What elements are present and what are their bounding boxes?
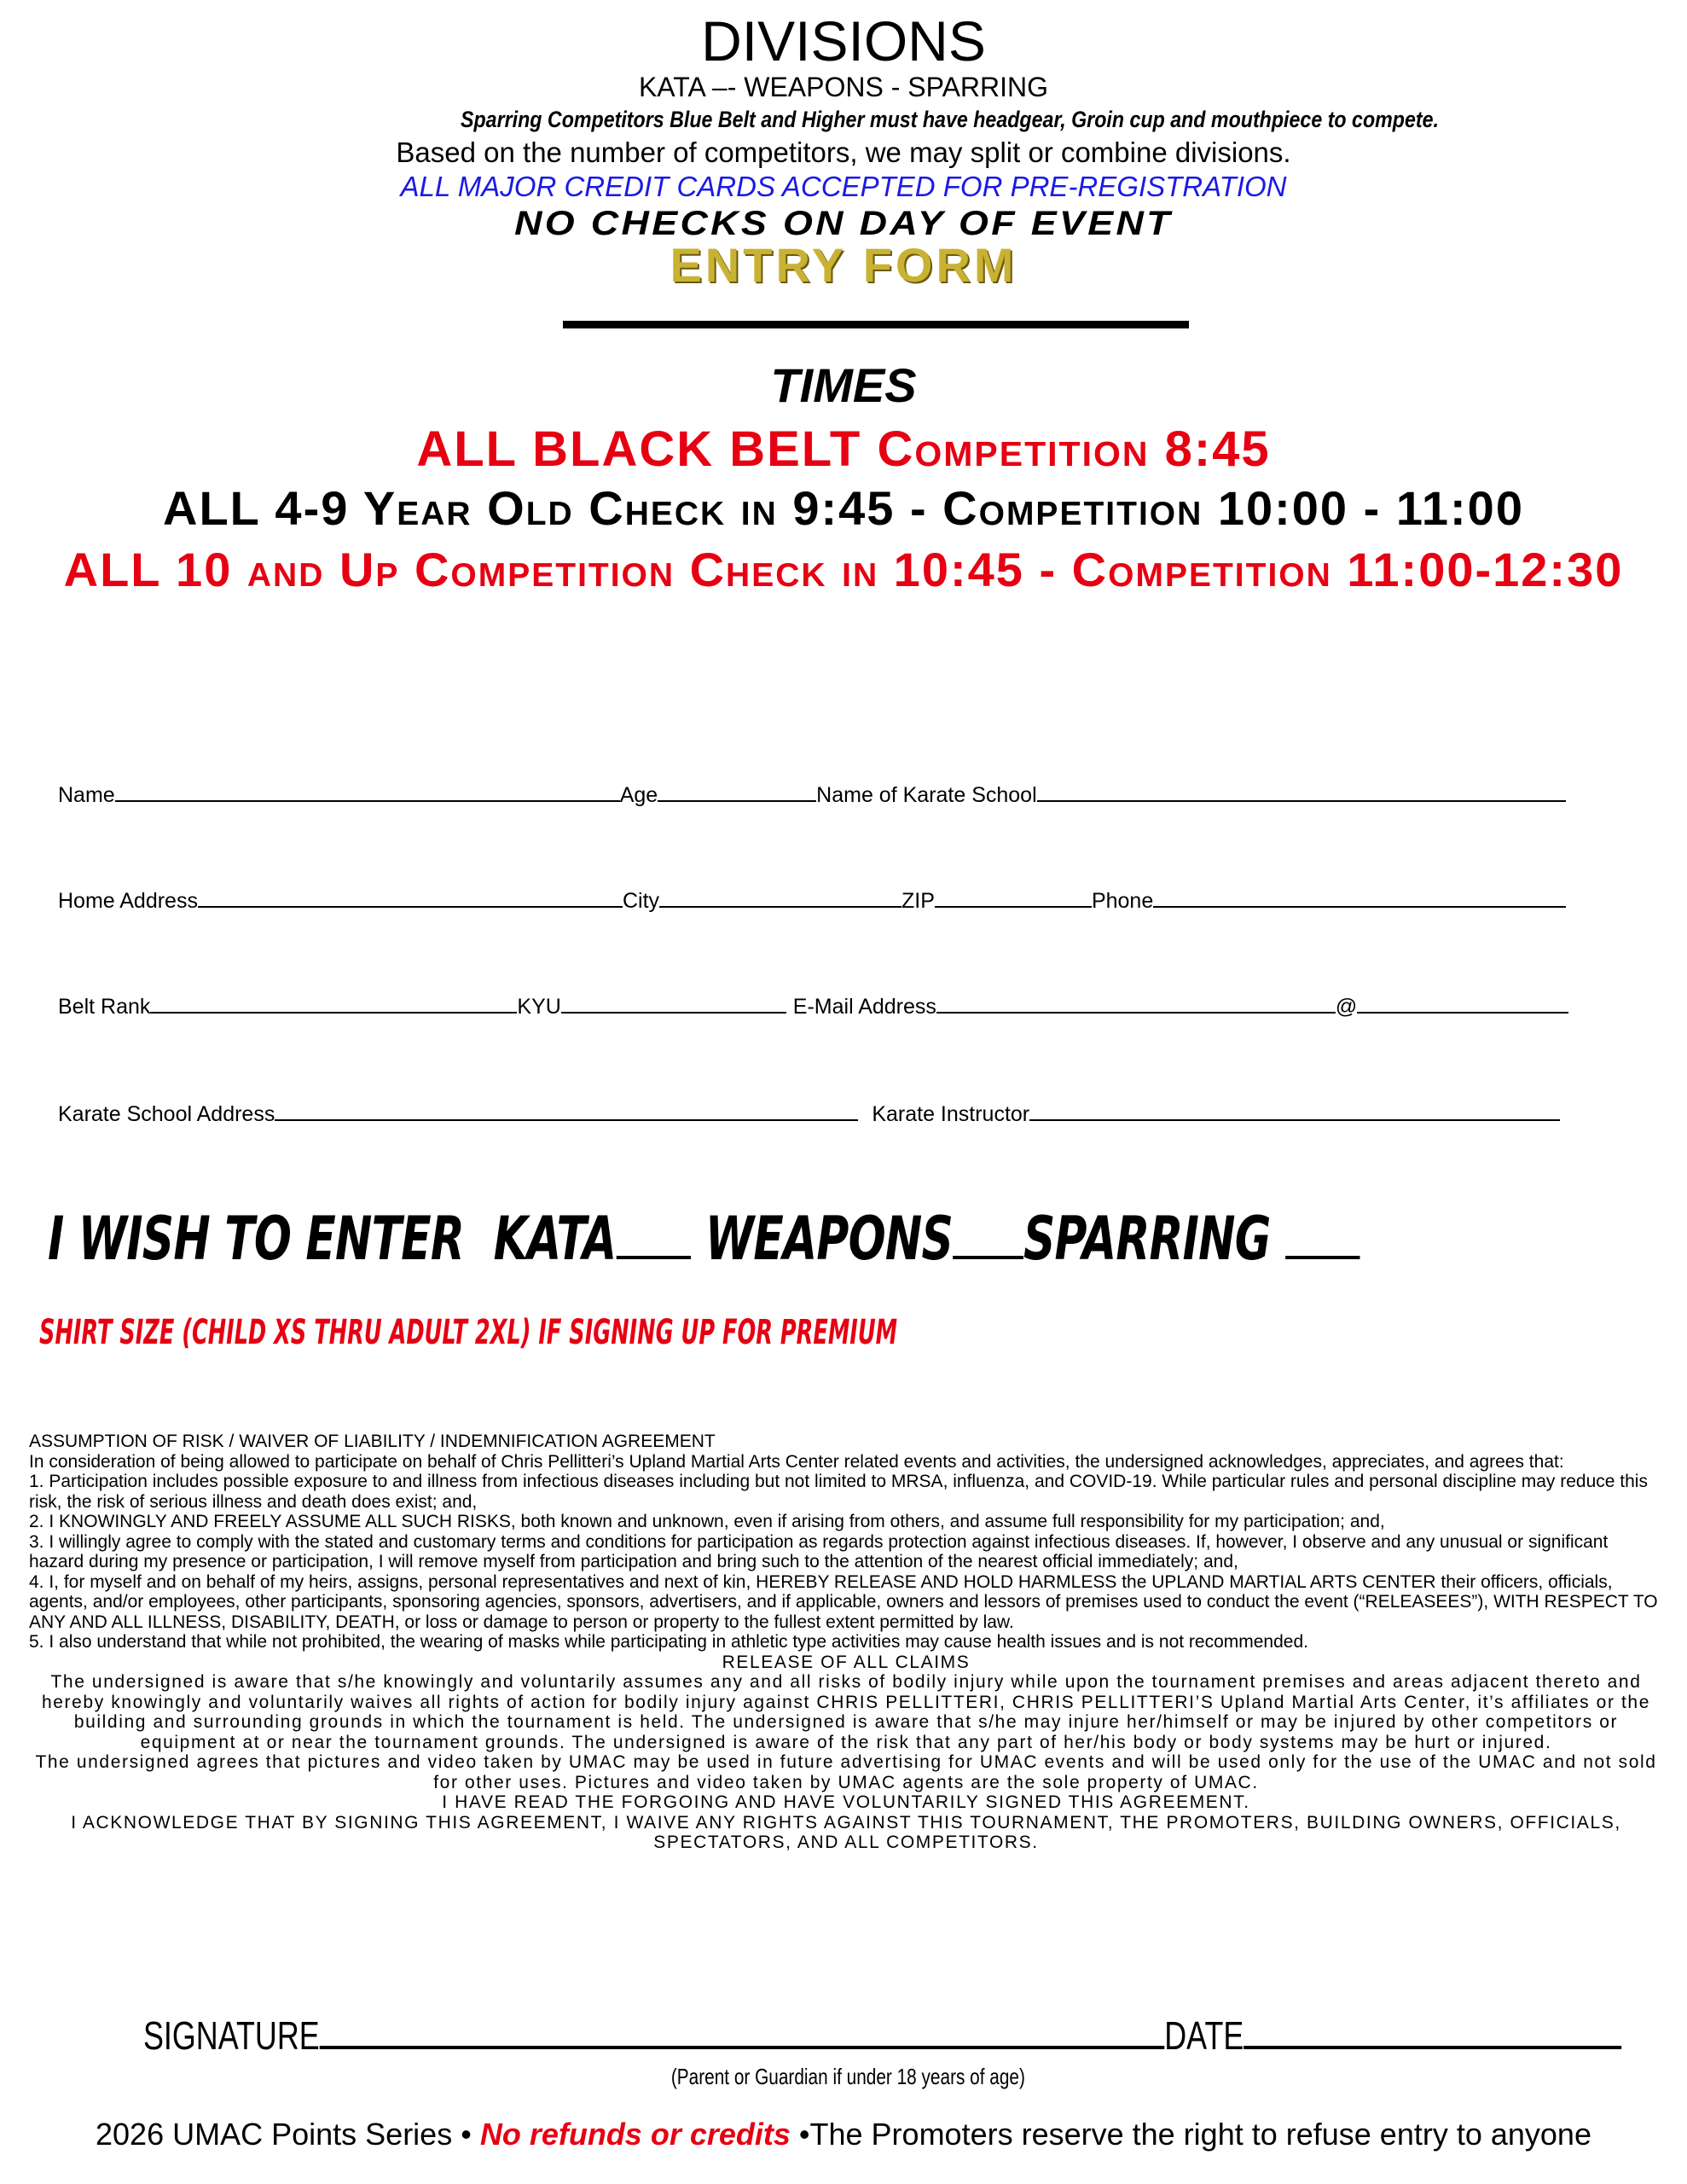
release-body: The undersigned is aware that s/he knowingly and voluntarily assumes any and all risks of bodily injury while upon the tournament premises and areas adjacent thereto and hereby knowingly and voluntarily waives all rights of action for bodily injury against CHRIS PELLITTERI, CHRIS PELLITTERI’S Upland Martial Arts Center, it’s affiliates or the building and surrounding grounds in which the tournament is held. The undersigned is aware that s/he may injure her/himself or may be injured by other competitors or equipment at or near the tournament grounds. The undersigned is aware of the risk that any part of her/his body or body systems may be hurt or injured. xyxy=(42,1672,1650,1752)
form-row-name xyxy=(58,778,1566,812)
footer-series: 2026 UMAC Points Series • xyxy=(96,2117,472,2152)
page-title: DIVISIONS xyxy=(701,9,986,73)
ages-4-9-time: ALL 4-9 Year Old Check in 9:45 - Competition 10:00 - 11:00 xyxy=(163,481,1524,535)
waiver-item: 1. Participation includes possible exposure to and illness from infectious diseases including but not limited to MRSA, influenza, and COVID-19. While particular rules and personal discipline may reduce this risk, the risk of serious illness and death does exist; and, xyxy=(29,1472,1648,1512)
guardian-note: (Parent or Guardian if under 18 years of age) xyxy=(670,2064,1025,2089)
home-address-field[interactable] xyxy=(198,884,623,908)
shirt-size-note: SHIRT SIZE (CHILD XS THRU ADULT 2XL) IF SIGNING UP FOR PREMIUM xyxy=(39,1313,898,1352)
footer-reserve: •The Promoters reserve the right to refuse entry to anyone xyxy=(798,2117,1591,2152)
weapons-checkbox[interactable] xyxy=(953,1206,1023,1259)
waiver-item: 4. I, for myself and on behalf of my heirs, assigns, personal representatives and next of kin, HEREBY RELEASE AND HOLD HARMLESS the UPLAND MARTIAL ARTS CENTER their officers, officials, agents, and/or employees, other participants, sponsoring agencies, sponsors, advertisers, and if applicable, owners and lessors of premises used to conduct the event (“RELEASEES”), WITH RESPECT TO ANY AND ALL ILLNESS, DISABILITY, DEATH, or loss or damage to person or property to the fullest extent permitted by law. xyxy=(29,1571,1658,1632)
read-statement: I HAVE READ THE FORGOING AND HAVE VOLUNTARILY SIGNED THIS AGREEMENT. xyxy=(442,1792,1250,1812)
waiver-item: 5. I also understand that while not prohibited, the wearing of masks while participating in athletic type activities may cause health issues and is not recommended. xyxy=(29,1632,1308,1652)
form-row-rank xyxy=(58,990,1568,1024)
instructor-label: Karate Instructor xyxy=(872,1102,1030,1126)
waiver-heading: ASSUMPTION OF RISK / WAIVER OF LIABILITY / INDEMNIFICATION AGREEMENT xyxy=(29,1432,716,1451)
phone-label: Phone xyxy=(1091,889,1154,913)
instructor-field[interactable] xyxy=(1029,1097,1560,1121)
belt-rank-label: Belt Rank xyxy=(58,995,151,1019)
signature-label: SIGNATURE xyxy=(143,2013,320,2058)
release-heading: RELEASE OF ALL CLAIMS xyxy=(722,1652,971,1672)
ages-10-up-time: ALL 10 and Up Competition Check in 10:45 - Competition 11:00-12:30 xyxy=(63,543,1624,596)
school-address-field[interactable] xyxy=(275,1097,858,1121)
phone-field[interactable] xyxy=(1153,884,1566,908)
credit-cards-note: ALL MAJOR CREDIT CARDS ACCEPTED FOR PRE-REGISTRATION xyxy=(400,171,1287,202)
email-domain-field[interactable] xyxy=(1357,990,1568,1014)
form-row-address xyxy=(58,884,1566,918)
header-divider xyxy=(563,321,1189,328)
pictures-clause: The undersigned agrees that pictures and video taken by UMAC may be used in future advertising for UMAC events and will be used only for the use of the UMAC and not sold for other uses. Pictures and video taken by UMAC agents are the sole property of UMAC. xyxy=(35,1752,1657,1792)
divisions-subtitle: KATA –- WEAPONS - SPARRING xyxy=(638,72,1049,102)
kata-label: KATA xyxy=(493,1204,617,1274)
signature-row xyxy=(143,2007,1621,2059)
email-label: E-Mail Address xyxy=(792,995,936,1019)
gear-requirement-note: Sparring Competitors Blue Belt and Higher must have headgear, Groin cup and mouthpiece to compete. xyxy=(461,107,1439,132)
waiver-item: 2. I KNOWINGLY AND FREELY ASSUME ALL SUCH RISKS, both known and unknown, even if arising from others, and assume full responsibility for my participation; and, xyxy=(29,1512,1385,1531)
date-label: DATE xyxy=(1164,2013,1244,2058)
waiver-item: 3. I willingly agree to comply with the stated and customary terms and conditions for participation as regards protection against infectious diseases. If, however, I observe and any unusual or significant hazard during my presence or participation, I will remove myself from participation and bring such to the attention of the nearest official immediately; and, xyxy=(29,1531,1609,1571)
black-belt-time: ALL BLACK BELT Competition 8:45 xyxy=(416,421,1271,477)
age-label: Age xyxy=(619,783,658,807)
acknowledge-statement: I ACKNOWLEDGE THAT BY SIGNING THIS AGREEMENT, I WAIVE ANY RIGHTS AGAINST THIS TOURNAMENT, THE PROMOTERS, BUILDING OWNERS, OFFICIALS, SPECTATORS, AND ALL COMPETITORS. xyxy=(71,1812,1621,1852)
footer xyxy=(0,2116,1687,2153)
zip-field[interactable] xyxy=(935,884,1092,908)
belt-rank-field[interactable] xyxy=(150,990,517,1014)
school-address-label: Karate School Address xyxy=(58,1102,275,1126)
footer-refunds: No refunds or credits xyxy=(479,2117,791,2152)
form-row-school xyxy=(58,1097,1560,1131)
waiver-agreement xyxy=(29,1432,1663,1853)
wish-label: I WISH TO ENTER xyxy=(48,1204,465,1274)
no-checks-note: NO CHECKS ON DAY OF EVENT xyxy=(514,205,1173,242)
city-field[interactable] xyxy=(659,884,901,908)
split-divisions-note: Based on the number of competitors, we may split or combine divisions. xyxy=(396,136,1291,168)
kyu-field[interactable] xyxy=(561,990,786,1014)
age-field[interactable] xyxy=(658,778,816,802)
name-label: Name xyxy=(58,783,115,807)
name-field[interactable] xyxy=(115,778,620,802)
zip-label: ZIP xyxy=(901,889,935,913)
weapons-label: WEAPONS xyxy=(704,1204,954,1274)
city-label: City xyxy=(622,889,660,913)
school-name-label: Name of Karate School xyxy=(816,783,1037,807)
entry-form-title: ENTRY FORM xyxy=(670,238,1017,292)
sparring-label: SPARRING xyxy=(1023,1204,1271,1274)
signature-field[interactable] xyxy=(320,2007,1165,2049)
waiver-intro: In consideration of being allowed to participate on behalf of Chris Pellitteri’s Upland Martial Arts Center related events and activities, the undersigned acknowledges, appreciates, and agrees that: xyxy=(29,1451,1564,1472)
date-field[interactable] xyxy=(1244,2007,1621,2049)
email-user-field[interactable] xyxy=(936,990,1336,1014)
at-sign: @ xyxy=(1335,995,1358,1019)
home-address-label: Home Address xyxy=(58,889,198,913)
kyu-label: KYU xyxy=(517,995,561,1019)
school-name-field[interactable] xyxy=(1037,778,1566,802)
times-heading: TIMES xyxy=(770,358,917,412)
entry-choices xyxy=(48,1203,1359,1275)
kata-checkbox[interactable] xyxy=(616,1206,690,1259)
sparring-checkbox[interactable] xyxy=(1285,1206,1359,1259)
